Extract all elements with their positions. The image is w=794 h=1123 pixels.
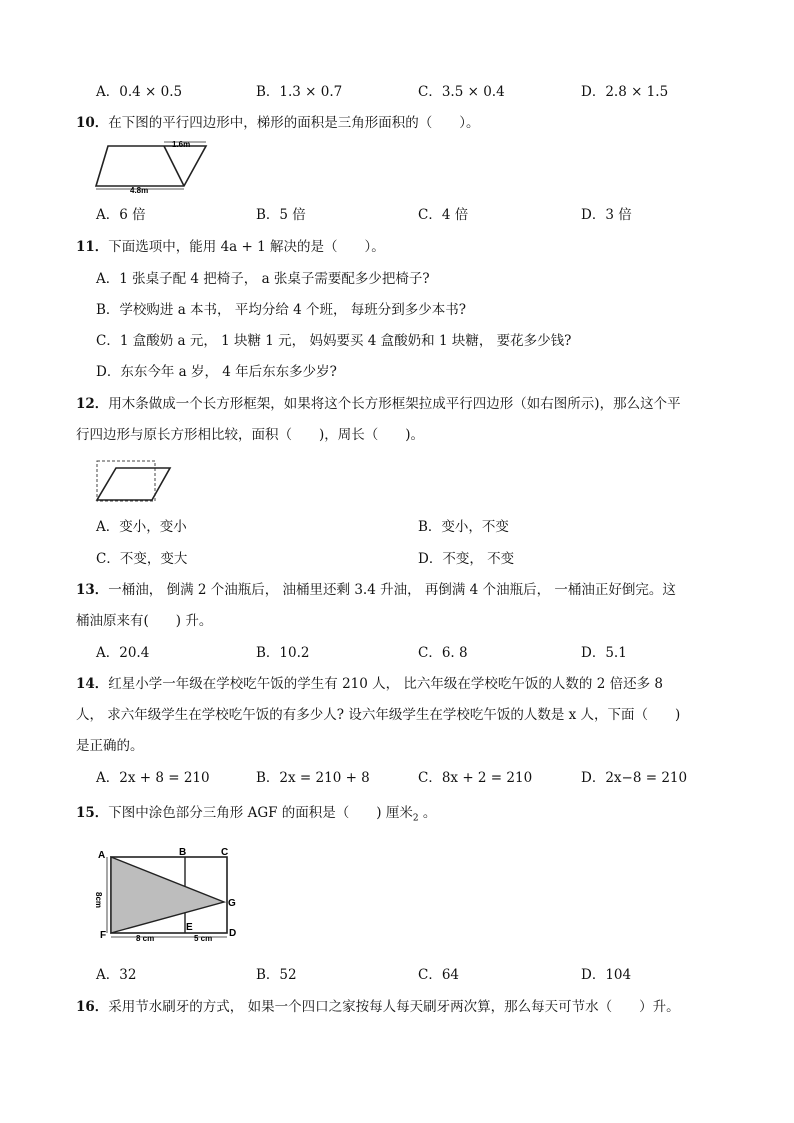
q10-option-b: B．5 倍: [256, 207, 306, 223]
q15-fig-label-e: E: [186, 922, 193, 933]
q15-option-d: D．104: [581, 967, 632, 983]
q11-number: 11．: [76, 239, 109, 255]
q12-option-d: D．不变， 不变: [418, 551, 515, 567]
q16-text: 采用节水刷牙的方式， 如果一个四口之家按每人每天刷牙两次算，那么每天可节水（ ）升。: [108, 999, 680, 1015]
q9-option-d: D．2.8 × 1.5: [581, 84, 669, 100]
q15-number: 15．: [76, 805, 109, 821]
q15-text-end: 。: [418, 805, 437, 821]
q16-question: [76, 998, 680, 1016]
q13-option-a: A．20.4: [96, 645, 150, 661]
q15-fig-bottom1-label: 8 cm: [136, 934, 155, 943]
q12-option-c: C．不变，变大: [96, 551, 188, 567]
q13-option-b: B．10.2: [256, 645, 310, 661]
q13-question-line1: [76, 581, 676, 599]
q9-option-c: C．3.5 × 0.4: [418, 84, 505, 100]
q15-unit-exponent: 2: [412, 813, 419, 824]
q15-fig-label-c: C: [221, 847, 229, 858]
q14-number: 14．: [76, 676, 109, 692]
q15-option-c: C．64: [418, 967, 460, 983]
q15-question: [76, 804, 436, 828]
q12-option-b: B．变小，不变: [418, 519, 509, 535]
q12-question-line1: [76, 395, 681, 413]
q11-text: 下面选项中，能用 4a + 1 解决的是（ ）。: [108, 239, 385, 255]
q15-fig-label-a: A: [98, 850, 106, 861]
q13-option-d: D．5.1: [581, 645, 627, 661]
q11-question: [76, 238, 385, 256]
q15-text: 下图中涂色部分三角形 AGF 的面积是（ ) 厘米: [108, 805, 413, 821]
q14-question-line2: 人， 求六年级学生在学校吃午饭的有多少人? 设六年级学生在学校吃午饭的人数是 x 人，下面（ ): [76, 707, 681, 723]
q16-number: 16．: [76, 999, 109, 1015]
q12-text-line1: 用木条做成一个长方形框架，如果将这个长方形框架拉成平行四边形（如右图所示)，那么这个平: [108, 396, 681, 412]
q10-number: 10．: [76, 115, 109, 131]
q14-option-b: B．2x = 210 + 8: [256, 770, 370, 786]
q15-fig-label-g: G: [228, 898, 236, 909]
q14-option-a: A．2x + 8 = 210: [96, 770, 210, 786]
q12-number: 12．: [76, 396, 109, 412]
q15-option-b: B．52: [256, 967, 297, 983]
q14-text-line1: 红星小学一年级在学校吃午饭的学生有 210 人， 比六年级在学校吃午饭的人数的 2 倍还多 8: [108, 676, 663, 692]
q10-fig-top-label: 1.6m: [172, 140, 191, 149]
q14-question-line3: 是正确的。: [76, 738, 144, 754]
q10-option-c: C．4 倍: [418, 207, 469, 223]
q12-rectangle-parallelogram-figure: [94, 458, 174, 504]
q15-triangle-figure: [94, 846, 244, 946]
q9-option-b: B．1.3 × 0.7: [256, 84, 343, 100]
q13-option-c: C．6. 8: [418, 645, 468, 661]
q11-option-a: A．1 张桌子配 4 把椅子， a 张桌子需要配多少把椅子?: [96, 271, 430, 287]
q10-parallelogram-figure: [94, 138, 214, 193]
q12-option-a: A．变小，变小: [96, 519, 187, 535]
q13-text-line1: 一桶油， 倒满 2 个油瓶后， 油桶里还剩 3.4 升油， 再倒满 4 个油瓶后， 一桶油正好倒完。这: [108, 582, 676, 598]
q11-option-b: B．学校购进 a 本书， 平均分给 4 个班， 每班分到多少本书?: [96, 302, 467, 318]
q15-option-a: A．32: [96, 967, 137, 983]
q10-fig-bottom-label: 4.8m: [130, 186, 149, 195]
q11-option-d: D．东东今年 a 岁， 4 年后东东多少岁?: [96, 364, 337, 380]
q10-option-d: D．3 倍: [581, 207, 632, 223]
q13-number: 13．: [76, 582, 109, 598]
q14-question-line1: [76, 675, 663, 693]
q10-option-a: A．6 倍: [96, 207, 146, 223]
q13-question-line2: 桶油原来有( ) 升。: [76, 613, 213, 629]
q11-option-c: C．1 盒酸奶 a 元， 1 块糖 1 元， 妈妈要买 4 盒酸奶和 1 块糖， 要花多少钱?: [96, 333, 572, 349]
q9-option-a: A．0.4 × 0.5: [96, 84, 183, 100]
q14-option-c: C．8x + 2 = 210: [418, 770, 533, 786]
q15-fig-label-f: F: [100, 930, 107, 941]
q12-question-line2: 行四边形与原长方形相比较，面积（ )，周长（ )。: [76, 427, 425, 443]
q15-fig-bottom2-label: 5 cm: [194, 934, 213, 943]
q10-question: [76, 114, 480, 132]
q15-fig-label-d: D: [229, 928, 237, 939]
q15-fig-left-label: 8cm: [94, 892, 103, 909]
q15-fig-label-b: B: [179, 847, 187, 858]
q14-option-d: D．2x−8 = 210: [581, 770, 688, 786]
q10-text: 在下图的平行四边形中，梯形的面积是三角形面积的（ ）。: [108, 115, 480, 131]
